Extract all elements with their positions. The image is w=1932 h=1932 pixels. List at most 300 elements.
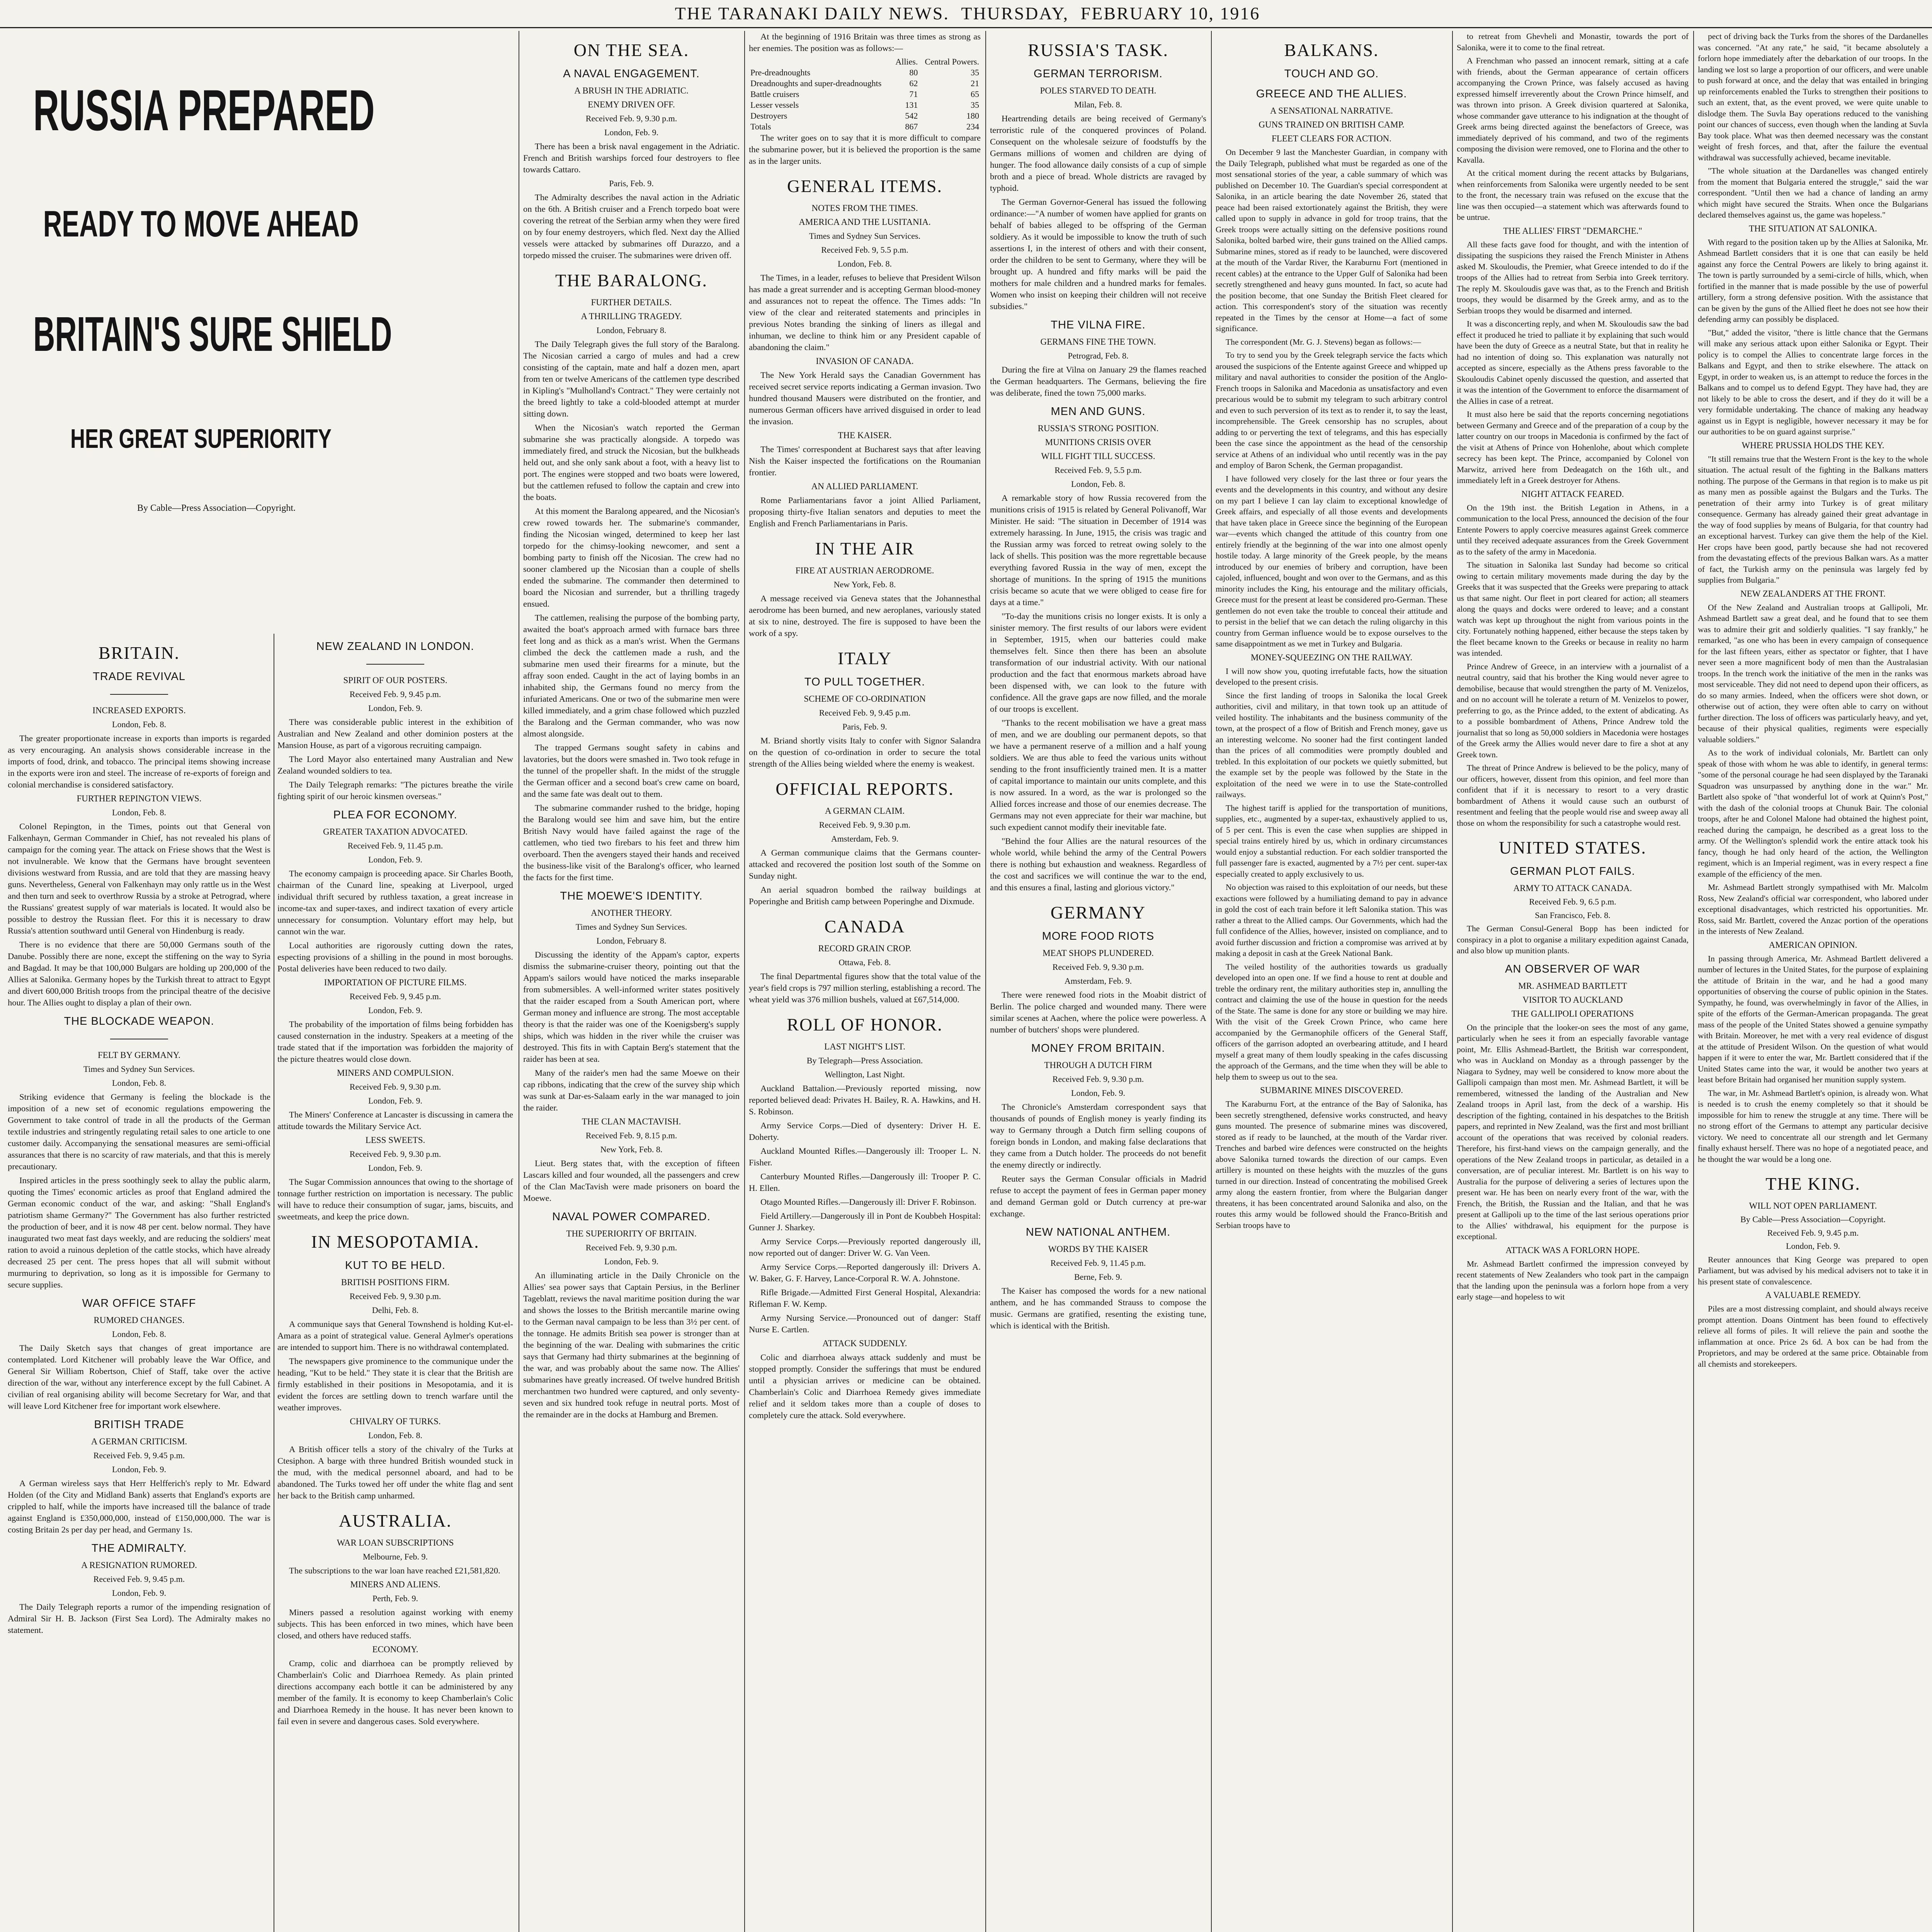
dateline: London, Feb. 8.: [112, 1078, 166, 1088]
article-subheading: INVASION OF CANADA.: [816, 356, 914, 366]
article-text: Inspired articles in the press soothingly seek to allay the public alarm, quoting the Times' economic articles as proof that England admired the German economic conduct of the war, and asking: "Shall England's patriotism shame Germany?" The Government has also further restricted the production of beer, and it is now 48 per cent. below normal. They have inaugurated two meat fast days weekly, and are reducing the soldiers' meat ration to avoid a ruinous depletion of the cattle stocks, which have already decreased 25 per cent. The press hopes that all will submit without murmuring to deprivation, so long as it is impossible for Germany to secure supplies.: [8, 1175, 270, 1289]
column-rule: [1693, 31, 1694, 1932]
dateline: London, Feb. 8.: [838, 259, 892, 269]
article-heading: AN OBSERVER OF WAR: [1505, 963, 1640, 975]
article-text: Heartrending details are being received of Germany's terroristic rule of the conquered provinces of Poland. Consequent on the wholesale seizure of foodstuffs by the Germans millions of women and children are dying of hunger. The food allowance daily consists of a cup of simple broth and a piece of bread. Whole districts are ravaged by typhoid.: [990, 114, 1206, 193]
section-heading: CANADA: [824, 917, 905, 936]
article-subheading: THE CLAN MACTAVISH.: [582, 1117, 681, 1126]
article-text: The correspondent (Mr. G. J. Stevens) began as follows:—: [1226, 337, 1421, 347]
received-line: Received Feb. 9, 6.5 p.m.: [1529, 897, 1616, 906]
received-line: Received Feb. 9, 11.45 p.m.: [347, 841, 443, 850]
article-subheading: WILL FIGHT TILL SUCCESS.: [1041, 451, 1155, 461]
article-heading: THE MOEWE'S IDENTITY.: [560, 890, 703, 902]
table-cell: 867: [905, 122, 918, 131]
received-line: Received Feb. 9, 8.15 p.m.: [585, 1131, 677, 1140]
table-row: [749, 78, 981, 89]
table-cell: Pre-dreadnoughts: [750, 68, 811, 77]
dateline: New York, Feb. 8.: [600, 1145, 663, 1154]
article-text: A remarkable story of how Russia recovered from the munitions crisis of 1915 is related by General Polivanoff, War Minister. He said: "The situation in December of 1914 was extremely harassing. In June, 1915, the crisis was tragic and the Russian army was forced to retreat owing solely to the lack of shells. This position was the more regrettable because everything favored Russia in the way of men, except the shortage of munitions. In the spring of 1915 the munitions crisis became so acute that we were obliged to cease fire for days at a time.": [990, 493, 1206, 607]
article-heading: A NAVAL ENGAGEMENT.: [563, 68, 700, 80]
article-text: Lieut. Berg states that, with the exception of fifteen Lascars killed and four wounded, all the passengers and crew of the Clan MacTavish were made prisoners on board the Moewe.: [523, 1158, 740, 1203]
article-text: "Behind the four Allies are the natural resources of the whole world, while behind the army of the Central Powers there is nothing but exhaustion and weakness. Regardless of the cost and sacrifices we will continue the war to the end, and this ensures a final, lasting and glorious victory.": [990, 836, 1206, 892]
article-subheading: GREATER TAXATION ADVOCATED.: [323, 827, 468, 837]
section-heading: ROLL OF HONOR.: [787, 1015, 943, 1034]
article-text: The newspapers give prominence to the communique under the heading, "Kut to be held." They state it is clear that the British are firmly established in their positions in Mesopotamia, and it is evident the forces are settling down to trench warfare until the weather improves.: [277, 1356, 513, 1412]
article-subheading: VISITOR TO AUCKLAND: [1522, 995, 1623, 1005]
section-heading: IN THE AIR: [815, 539, 915, 558]
article-subheading: BRITISH POSITIONS FIRM.: [341, 1277, 450, 1287]
section-heading: ITALY: [838, 648, 892, 668]
article-text: I will now show you, quoting irrefutable facts, how the situation developed to the present crisis.: [1216, 666, 1447, 687]
article-text: The Lord Mayor also entertained many Australian and New Zealand wounded soldiers to tea.: [277, 754, 513, 776]
article-heading: PLEA FOR ECONOMY.: [333, 809, 457, 821]
article-subheading: FLEET CLEARS FOR ACTION.: [1271, 134, 1392, 143]
article-subheading: LESS SWEETS.: [365, 1135, 425, 1145]
dateline: Perth, Feb. 9.: [372, 1594, 418, 1603]
article-subheading: MUNITIONS CRISIS OVER: [1045, 437, 1151, 447]
article-subheading: CHIVALRY OF TURKS.: [350, 1417, 441, 1426]
table-cell: Battle cruisers: [750, 89, 799, 99]
dateline: Delhi, Feb. 8.: [372, 1305, 419, 1315]
article-text: Reuter says the German Consular officials in Madrid refuse to accept the payment of fees in German paper money and demand German gold or Dutch currency at pre-war exchange.: [990, 1174, 1206, 1218]
article-text: The highest tariff is applied for the transportation of munitions, supplies, etc., augmented by a super-tax, exhaustively applied to us, of 5 per cent. This is even the case when supplies are shipped in special trains entirely hired by us, which in ordinary circumstances would enjoy a substantial reduction. For each soldier transported the full passenger fare is exacted, augmented by a 7½ per cent. super-tax especially created to apply exclusively to us.: [1216, 803, 1447, 879]
article-subheading: GUNS TRAINED ON BRITISH CAMP.: [1259, 120, 1405, 129]
article-text: Otago Mounted Rifles.—Dangerously ill: Driver F. Robinson.: [760, 1197, 976, 1207]
article-text: When the Nicosian's watch reported the German submarine she was practically alongside. A torpedo was immediately fired, and struck the Nicosian, but the bulkheads held out, and she only sank about a foot, with a heavy list to port. The engines were stopped and two boats were lowered, but the cattlemen refused to follow the captain and crew into the boats.: [523, 423, 740, 502]
article-text: Local authorities are rigorously cutting down the rates, especting provisions of a shilling in the pound in most boroughs. Postal deliveries have been reduced to two daily.: [277, 940, 513, 973]
table-cell: Lesser vessels: [750, 100, 799, 110]
article-text: The greater proportionate increase in exports than imports is regarded as very encouraging. An analysis shows considerable increase in the imports of food, drink, and tobacco. The principal items showing increase in the exports were iron and steel. The increase of re-exports of foreign and colonial merchandise is considered satisfactory.: [8, 733, 270, 789]
dateline: Milan, Feb. 8.: [1074, 100, 1122, 109]
dateline: London, Feb. 8.: [112, 719, 166, 729]
article-text: No objection was raised to this exploitation of our needs, but these exactions were followed by a humiliating demand to pay in advance in gold the cost of each train before it left Salonika station. This was rather a threat to the Allied camps. Our Governments, which had the full confidence of the Allies, however, insisted on compliance, and to avoid further discussion and friction a compromise was arrived at by making a deposit in cash at the Greek National Bank.: [1216, 883, 1447, 958]
article-subheading: LAST NIGHT'S LIST.: [824, 1042, 905, 1051]
article-subheading: THE ALLIES' FIRST "DEMARCHE.": [1503, 226, 1642, 236]
article-text: Since the first landing of troops in Salonika the local Greek authorities, civil and military, in that town took up an attitude of veiled hostility. The inhabitants and the business community of the town, at the prospect of a flow of British and French money, gave us an interesting welcome. No sooner had the first contingent landed than the prices of all commodities were promptly doubled and trebled. In this exploitation of our pockets we quietly submitted, but the example set by the people was followed by the State in the exploitation of the need we were in to use the State-controlled railways.: [1216, 690, 1447, 799]
received-line: Received Feb. 9, 9.30 p.m.: [585, 114, 677, 123]
article-heading: WAR OFFICE STAFF: [82, 1297, 196, 1310]
article-text: The Sugar Commission announces that owing to the shortage of tonnage further restriction on importation is necessary. The public will have to reduce their consumption of sugar, jams, biscuits, and sweetmeats, and keep the price down.: [277, 1177, 513, 1221]
advert-text: Piles are a most distressing complaint, and should always receive prompt attention. Doans Ointment has been found to effectively relieve all forms of piles. It will relieve the pain and soothe the inflammation at once. Price 2s 6d. A box can be had from the Proprietors, and may be ordered at the same price. Obtainable from all chemists and storekeepers.: [1698, 1304, 1928, 1369]
article-text: The writer goes on to say that it is more difficult to compare the submarine power, but it is believed the proportion is the same as in the larger units.: [749, 133, 981, 166]
received-line: Received Feb. 9, 9.45 p.m.: [1767, 1228, 1859, 1238]
article-subheading: ENEMY DRIVEN OFF.: [588, 100, 675, 109]
article-subheading: FURTHER DETAILS.: [591, 298, 672, 307]
article-subheading: THE GALLIPOLI OPERATIONS: [1511, 1009, 1634, 1019]
table-cell: 35: [971, 68, 979, 77]
article-text: "To-day the munitions crisis no longer exists. It is only a sinister memory. The first results of our labors were evident in September, 1915, when our batteries could make themselves felt. Since then there has been an absolute transformation of our industrial activity. With our national production and the fact that enormous markets abroad have been dispensed with, we can look to the future with confidence. All the grave gaps are now filled, and the morale of our troops is excellent.: [990, 611, 1206, 714]
table-cell: 21: [971, 78, 979, 88]
article-text: A message received via Geneva states that the Johannesthal aerodrome has been burned, and new aeroplanes, variously stated at six to nine, destroyed. The fire is supposed to have been the work of a spy.: [749, 594, 981, 638]
service-line: Times and Sydney Sun Services.: [575, 922, 687, 932]
article-subheading: WAR LOAN SUBSCRIPTIONS: [337, 1538, 454, 1548]
table-total-row: [749, 121, 981, 132]
article-text: With regard to the position taken up by the Allies at Salonika, Mr. Ashmead Bartlett considers that it is one that can easily be held against any force the Central Powers are likely to bring against it. The town is partly surrounded by a semi-circle of hills, which, when fortified in the manner that is made possible by the use of powerful artillery, form a strong defensive position. With the assistance that can be given by the guns of the Allied fleet he does not see how their defending army can possibly be displaced.: [1698, 237, 1928, 324]
article-heading: NEW ZEALAND IN LONDON.: [316, 640, 474, 653]
article-subheading: FIRE AT AUSTRIAN AERODROME.: [795, 566, 934, 575]
article-heading: TRADE REVIVAL: [93, 670, 185, 683]
article-text: Army Nursing Service.—Pronounced out of danger: Staff Nurse E. Cartlen.: [749, 1313, 981, 1334]
article-subheading: FURTHER REPINGTON VIEWS.: [77, 794, 202, 803]
dateline: Amsterdam, Feb. 9.: [1064, 976, 1132, 986]
article-text: Auckland Battalion.—Previously reported missing, now reported believed dead: Privates H. Bailey, R. A. Hawkins, and H. S. Robinson.: [749, 1083, 981, 1116]
article-text: The Kaiser has composed the words for a new national anthem, and he has commanded Strauss to compose the music. Germans are gratified, resenting the existing tune, which is identical with the British.: [990, 1286, 1206, 1330]
received-line: Received Feb. 9, 9.45 p.m.: [349, 992, 441, 1001]
article-subheading: MR. ASHMEAD BARTLETT: [1518, 981, 1627, 991]
received-line: Received Feb. 9, 9.30 p.m.: [1052, 1074, 1144, 1084]
article-text: A German wireless says that Herr Helfferich's reply to Mr. Edward Holden (of the City and Midland Bank) asserts that England's exports are crippled to half, while the imports have increased till the balance of trade against England is £350,000,000, instead of £150,000,000. The war is costing Britain 2s per day per head, and Germany 1s.: [8, 1478, 270, 1534]
column-rule: [985, 31, 986, 1932]
sub-headline-3: HER GREAT SUPERIORITY: [70, 423, 332, 454]
section-heading: OFFICIAL REPORTS.: [776, 779, 954, 799]
section-heading: BALKANS.: [1284, 40, 1379, 60]
article-text: Army Service Corps.—Reported dangerously ill: Drivers A. W. Baker, G. F. Harvey, Lance-Corporal R. W. A. Johnstone.: [749, 1262, 981, 1283]
advert-heading: ATTACK SUDDENLY.: [822, 1338, 907, 1348]
article-text: The Admiralty describes the naval action in the Adriatic on the 6th. A British cruiser and a French torpedo boat were covering the retreat of the Serbian army when they were fired on by four enemy destroyers, which fled. Next day the Allied vessels were attacked by submarines off Durazzo, and a torpedo missed the cruiser. The submarines were driven off.: [523, 192, 740, 260]
article-subheading: RECORD GRAIN CROP.: [818, 944, 912, 953]
article-subheading: AMERICAN OPINION.: [1769, 940, 1857, 950]
article-text: Striking evidence that Germany is feeling the blockade is the imposition of a new set of economic regulations empowering the Government to take control of trade in all the products of the German textile industries and stringently regulating retail sales to one article to one customer daily. Accompanying the sensational measures are semi-official assurances that there is no scarcity of raw materials, and that this is merely precautionary.: [8, 1092, 270, 1171]
article-text: The threat of Prince Andrew is believed to be the policy, many of our officers, however, dissent from this opinion, and feel more than confident that if it is necessary to resort to a very drastic bombardment of Athens it would cause such an outburst of resentment and feeling that the people would rise and sweep away all those on whom the responsibility for such a catastrophe would rest.: [1457, 763, 1689, 828]
article-text: Army Service Corps.—Previously reported dangerously ill, now reported out of danger: Driver W. G. Van Veen.: [749, 1236, 981, 1258]
section-heading: ON THE SEA.: [573, 40, 689, 60]
article-text: A British officer tells a story of the chivalry of the Turks at Ctesiphon. A barge with three hundred British wounded stuck in the mud, with the medical personnel aboard, and had to be abandoned. The Turks towed her off under the white flag and sent her back to the British camp unharmed.: [277, 1444, 513, 1500]
table-row: [749, 111, 981, 121]
article-text: The situation in Salonika last Sunday had become so critical owing to certain military movements made during the day by the Greeks that it was suspected that the Greeks were preparing to attack us that same night. Our fleet in port cleared for action; all steamers along the quays and docks were ordered to leave; and a constant watch was kept up throughout the night from various points in the city. Fortunately nothing happened, either because the steps taken by the fleet became known to the Greeks or because in reality no harm was intended.: [1457, 560, 1689, 658]
naval-table: [749, 56, 981, 132]
article-text: Of the New Zealand and Australian troops at Gallipoli, Mr. Ashmead Bartlett saw a great deal, and he found that to see them was to admire their grit and soldierly qualities. "I say frankly," he remarked, "as one who has been in every campaign of consequence for the last fifteen years, either as spectator or fighter, that I have never seen a more magnificent body of men than the Australasian troops. In the trench work the initiative of the men in the ranks was most serviceable. They did not need to depend upon their officers, as do so many armies. Indeed, when the officers were shot down, or otherwise out of action, they were often able to carry on without further direction. The loss of officers was particularly heavy, and yet, because of their physical qualities, regiments were especially valuable soldiers.": [1698, 602, 1928, 744]
article-subheading: INCREASED EXPORTS.: [92, 706, 186, 715]
article-text: Auckland Mounted Rifles.—Dangerously ill: Trooper L. N. Fisher.: [749, 1146, 981, 1167]
article-heading: TO PULL TOGETHER.: [804, 676, 925, 688]
article-text: Canterbury Mounted Rifles.—Dangerously ill: Trooper P. C. H. Ellen.: [749, 1172, 981, 1193]
article-text: Army Service Corps.—Died of dysentery: Driver H. E. Doherty.: [749, 1121, 981, 1142]
article-text: On the 19th inst. the British Legation in Athens, in a communication to the local Press, announced the decision of the four Entente Powers to apply coercive measures against Greek commerce until they received adequate assurances from the Greek Government as to the safety of the army in Macedonia.: [1457, 503, 1689, 556]
advert-heading: A VALUABLE REMEDY.: [1765, 1290, 1861, 1300]
article-text: At this moment the Baralong appeared, and the Nicosian's crew rowed towards her. The submarine's commander, finding the Nicosian winged, determined to keep her last torpedo for the chimsy-looking newcomer, and sent a bombing party to finish off the Nicosian. The crew had no sooner clambered up the Nicosian than a couple of shells ended the submarine. The commander then determined to board the Nicosian and surrender, but a thrilling tragedy ensued.: [523, 506, 740, 609]
dateline: Paris, Feb. 9.: [609, 179, 654, 188]
article-text: pect of driving back the Turks from the shores of the Dardanelles was concerned. "At any rate," he said, "it became absolutely a forlorn hope immediately after the debarkation of our troops. In the landing we lost so large a proportion of our officers, and were unable to push forward at once, and the delay that was entailed in bringing up reinforcements enabled the Turks to strengthen their positions to such an extent, that, as the event proved, we were quite unable to dislodge them. The Suvla Bay operations reduced to the vanishing point our chances of success, even though when the landing at Suvla Bay took place. What was then deemed necessary was the constant weight of fresh forces, and that, after the failure the eventual withdrawal was successfully achieved, became inevitable.: [1698, 32, 1928, 162]
section-heading: GENERAL ITEMS.: [787, 176, 942, 196]
article-text: M. Briand shortly visits Italy to confer with Signor Salandra on the question of co-ordination in order to secure the total strength of the Allies being wielded where the enemy is weakest.: [749, 736, 981, 769]
article-subheading: THE SITUATION AT SALONIKA.: [1749, 223, 1877, 233]
article-text: There is no evidence that there are 50,000 Germans south of the Danube. Possibly there are none, except the stiffening on the way to Syria and Bagdad. It may be that 100,000 Bulgars are holding up 200,000 of the Allies at Salonika. Germany hopes by the Turkish threat to attract to Egypt and divert 600,000 British troops from the principal theatre of the decisive hour. The Allies ought to display a plan of their own.: [8, 940, 270, 1007]
article-subheading: MINERS AND COMPULSION.: [337, 1068, 454, 1078]
advert-heading: ECONOMY.: [372, 1645, 418, 1654]
article-text: Field Artillery.—Dangerously ill in Pont de Koubbeh Hospital: Gunner J. Sharkey.: [749, 1211, 981, 1232]
column-rule: [1452, 31, 1453, 1932]
article-heading: NEW NATIONAL ANTHEM.: [1026, 1226, 1171, 1238]
article-text: Rome Parliamentarians favor a joint Allied Parliament, proposing thirty-five Italian senators and deputies to meet the English and French Parliamentarians in Paris.: [749, 495, 981, 528]
dateline: London, Feb. 9.: [604, 1257, 658, 1266]
advert-text: Colic and diarrhoea always attack suddenly and must be stopped promptly. Consider the sufferings that must be endured until a physician arrives or medicine can be obtained. Chamberlain's Colic and Diarrhoea Remedy gives immediate relief and it seldom takes more than a couple of doses to completely cure the attack. Sold everywhere.: [749, 1352, 981, 1420]
article-text: The cattlemen, realising the purpose of the bombing party, awaited the boat's approach armed with furnace bars three feet long and as thick as a man's wrist. When the Germans climbed the deck the cattlemen made a rush, and the submarine men used their firearms for a minute, but the affray soon ended. Caught in the act of laying bombs in an inhabited ship, the Germans found no mercy from the infuriated Americans. One or two of the submarine men were killed immediately, and a grim chase followed which puzzled the Baralong and the German commander, who was now almost alongside.: [523, 613, 740, 738]
article-heading: THE VILNA FIRE.: [1051, 319, 1146, 331]
article-subheading: ANOTHER THEORY.: [591, 908, 672, 918]
dateline: London, Feb. 9.: [368, 1163, 422, 1173]
article-heading: GERMAN TERRORISM.: [1034, 68, 1163, 80]
section-heading: AUSTRALIA.: [338, 1511, 452, 1531]
column-russia: [990, 31, 1206, 1932]
article-text: There were renewed food riots in the Moabit district of Berlin. The police charged and wounded many. There were similar scenes at Aachen, where the police were powerless. A number of butchers' shops were plundered.: [990, 990, 1206, 1034]
table-cell: 71: [909, 89, 918, 99]
article-text: The Times' correspondent at Bucharest says that after leaving Nish the Kaiser inspected the fortifications on the Roumanian frontier.: [749, 444, 981, 477]
dateline: Ottawa, Feb. 8.: [838, 957, 891, 967]
article-subheading: A SENSATIONAL NARRATIVE.: [1270, 106, 1393, 116]
article-heading: MORE FOOD RIOTS: [1042, 930, 1155, 942]
dateline: London, Feb. 8.: [1071, 479, 1125, 489]
article-subheading: ATTACK WAS A FORLORN HOPE.: [1505, 1245, 1640, 1255]
article-text: The probability of the importation of films being forbidden has caused consternation in the industry. Speakers at a meeting of the trade stated that if the importation was forbidden the majority of the picture theatres would close down.: [277, 1019, 513, 1064]
article-text: The submarine commander rushed to the bridge, hoping the Baralong would see him and save him, but the entire British Navy would have failed against the rage of the cattlemen, who tied two firebars to his feet and threw him overboard. Then the avengers stayed their hands and received the business-like visit of the Baralong's officer, who learned the facts for the first time.: [523, 803, 740, 882]
article-text: It was a disconcerting reply, and when M. Skouloudis saw the bad effect it produced he tried to palliate it by explaining that such would have been the duty of Greece as a neutral State, but that in reality he had no intention of doing so. This explanation was naturally not accepted as sincere, especially as the Athens press favorable to the Skouloudis Cabinet openly discussed the question, and asserted that it was the intention of the Government to enforce the disarmament of the Allies in case of a retreat.: [1457, 319, 1689, 406]
advert-text: Cramp, colic and diarrhoea can be promptly relieved by Chamberlain's Colic and Diarrhoea Remedy. As plain printed directions accompany each bottle it can be administered by any member of the family. It is economy to keep Chamberlain's Colic and Diarrhoea Remedy in the house. It has never been known to fail even in severe and dangerous cases. Sold everywhere.: [277, 1658, 513, 1726]
dateline: London, Feb. 9.: [1071, 1088, 1125, 1098]
article-text: Discussing the identity of the Appam's captor, experts dismiss the submarine-cruiser theory, pointing out that the Appam's sailors would have noticed the marks inseparable from submersibles. A well-informed writer states positively that the raider escaped from a South American port, where German money and influence are strong. The most acceptable theory is that the raider was one of the Koenigsberg's supply ships, which was hidden in the river while the cruiser was destroyed. This fits in with Captain Berg's statement that the raider has been at sea.: [523, 950, 740, 1064]
column-nz-london: [277, 634, 513, 1932]
article-text: It must also here be said that the reports concerning negotiations between Germany and Greece and of the preparation of a coup by the latter country on our troops in Macedonia is confirmed by the fact of the visit at Athens of Prince von Hohenlohe, about which complete secrecy has been kept. The Prince, accompanied by Colonel von Marwitz, arrived here from Dedeagatch on the 16th ult., and immediately left in a Greek destroyer for Athens.: [1457, 410, 1689, 485]
service-line: Times and Sydney Sun Services.: [83, 1064, 195, 1074]
article-text: I have followed very closely for the last three or four years the events and the developments in this country, and without any desire on my part I believe I can lay claim to exceptional knowledge of Greek affairs, and especially of all those events and developments that have taken place in Greece since the beginning of the European war—events which changed the attitude of this country from one entirely friendly at the beginning of the war into one almost openly hostile today. A large minority of the Greek people, by the means introduced by our enemies of bribery and corruption, have been cajoled, influenced, bought and won over to the Germans, and as this minority includes the King, his entourage and the military officials, Greece must for the present at least be considered pro-German. These gentlemen do not even take the trouble to conceal their attitude and to persist in the belief that we can detach the ruling oligarchy in this country from German influence would be to expose ourselves to the same disappointment as we met in Turkey and Bulgaria.: [1216, 474, 1447, 648]
article-text: At the critical moment during the recent attacks by Bulgarians, when reinforcements from Salonika were urgently needed to be sent to the front, the necessary train was refused on the excuse that the line was then occupied—a statement which was afterwards found to be untrue.: [1457, 168, 1689, 222]
article-subheading: IMPORTATION OF PICTURE FILMS.: [324, 978, 467, 987]
column-sea: [523, 31, 740, 1932]
column-bartlett-cont: [1698, 31, 1928, 1932]
received-line: Received Feb. 9, 5.5 p.m.: [821, 245, 908, 255]
dateline: London, Feb. 9.: [368, 703, 422, 713]
article-subheading: A GERMAN CLAIM.: [825, 806, 905, 816]
article-text: The Times, in a leader, refuses to believe that President Wilson has made a great surrender and is accepting German blood-money and assurances not to repeat the offence. The Times adds: "In view of the clear and reiterated statements and principles in previous Notes branding the sinking of liners as illegal and inhuman, we decline to think him or any President capable of abandoning the claim.": [749, 273, 981, 352]
article-text: A Frenchman who passed an innocent remark, sitting at a cafe with friends, about the German appearance of certain officers accompanying the Crown Prince, was falsely accused as having expressed himself irreverently about the Crown Prince himself, and was thrown into prison. A Greek division quartered at Salonika, whose commander gave utterance to his indignation at the thought of Greek arms being directed against the benefactors of Greece, was immediately deprived of his command, and two of the regiments composing the division were removed, one to Florina and the other to Kavalla.: [1457, 56, 1689, 165]
article-text: The war, in Mr. Ashmead Bartlett's opinion, is already won. What is needed is to crush the enemy completely so that it should be impossible for him to renew the struggle at any time. There will be no strong effort of the Germans to attempt any particular decisive victory. We need to concentrate all our strength and let Germany finally exhaust herself. There was no hope of a negotiated peace, and he thought the war would be a long one.: [1698, 1088, 1928, 1164]
table-cell: Destroyers: [750, 111, 787, 121]
article-text: Mr. Ashmead Bartlett strongly sympathised with Mr. Malcolm Ross, New Zealand's official war correspondent, who labored under exceptional disadvantages, which restricted his opportunities. Mr. Ross, said Mr. Bartlett, covered the Anzac portion of the operations in the interests of New Zealand.: [1698, 883, 1928, 936]
dateline: London, Feb. 9.: [112, 1464, 166, 1474]
dateline: London, Feb. 9.: [368, 1096, 422, 1105]
received-line: Received Feb. 9, 5.5 p.m.: [1054, 465, 1142, 475]
article-subheading: POLES STARVED TO DEATH.: [1040, 86, 1156, 95]
received-line: Received Feb. 9, 9.45 p.m.: [819, 708, 911, 718]
service-line: By Cable—Press Association—Copyright.: [1740, 1214, 1886, 1224]
article-heading: THE ADMIRALTY.: [91, 1542, 187, 1554]
received-line: Received Feb. 9, 9.30 p.m.: [349, 1291, 441, 1301]
article-text: Mr. Ashmead Bartlett confirmed the impression conveyed by recent statements of New Zealanders who took part in the campaign that the landing upon the peninsula was a forlorn hope from a very early stage—and hopeless to wit: [1457, 1259, 1689, 1301]
table-cell: Totals: [750, 122, 771, 131]
article-text: The trapped Germans sought safety in cabins and lavatories, but the doors were smashed in. Two took refuge in the tunnel of the propeller shaft. In the midst of the struggle the German officer and a second boat's crew came on board, and the same fate was dealt out to them.: [523, 743, 740, 799]
article-text: There has been a brisk naval engagement in the Adriatic. French and British warships forced four destroyers to flee towards Cattaro.: [523, 141, 740, 174]
article-text: In passing through America, Mr. Ashmead Bartlett delivered a number of lectures in the United States, for the purpose of explaining the attitude of Britain in the war, and he had a good many opportunities of observing the course of public opinion in the States. Sympathy, he found, was overwhelmingly in favor of the Allies, in spite of the efforts of the German-American propaganda. The great mass of the people of the United States showed a genuine sympathy with Britain. Moreover, he met with a very real evidence of disgust at the attitude of President Wilson. On the question of what would happen if it were to enter the war, Mr. Bartlett considered that if the United States came into the war, it would be another two years at least before Britain had organised her munition supply system.: [1698, 954, 1928, 1084]
column-general: [749, 31, 981, 1932]
article-text: The veiled hostility of the authorities towards us gradually developed into an open one. If we find a house to rent at double and treble the ordinary rent, the military authorities step in, annulling the contract and claiming the use of the house in question for the needs of the State. The same is done for any store or building we may hire. With the visit of the Greek Crown Prince, who came here accompanied by the Germanophile officers of the General Staff, officers of the garrison adopted an overbearing attitude, and I heard myself a great many of them loudly speaking in the cafes discussing the approach of the Germans, and the time when they will be able to help them to sweep us out to the sea.: [1216, 962, 1447, 1082]
section-heading: GERMANY: [1050, 903, 1146, 922]
divider: [366, 664, 424, 665]
section-heading: THE BARALONG.: [555, 270, 707, 290]
table-row: [749, 67, 981, 78]
dateline: London, Feb. 9.: [368, 1005, 422, 1015]
dateline: London, Feb. 9.: [368, 855, 422, 864]
article-text: An aerial squadron bombed the railway buildings at Poperinghe and British camp between Poperinghe and Dixmude.: [749, 885, 981, 906]
article-heading: GREECE AND THE ALLIES.: [1256, 88, 1407, 100]
received-line: Received Feb. 9, 9.30 p.m.: [349, 1082, 441, 1092]
article-text: The Chronicle's Amsterdam correspondent says that thousands of pounds of English money is yearly finding its way to Germany through a Dutch firm selling coupons of foreign bonds in London, and making false declarations that they came from a Dutch holder. The proceeds do not benefit the enemy directly or indirectly.: [990, 1102, 1206, 1170]
dateline: London, February 8.: [596, 325, 667, 335]
article-subheading: NEW ZEALANDERS AT THE FRONT.: [1740, 588, 1886, 599]
article-text: The economy campaign is proceeding apace. Sir Charles Booth, chairman of the Cunard line, speaking at Liverpool, urged individual thrift secured by ruthless taxation, a great increase in income-tax and super-taxes, and indirect taxation of every article unnecessary for consumption. Voluntary effort may help, but cannot win the war.: [277, 869, 513, 936]
article-text: "But," added the visitor, "there is little chance that the Germans will make any serious attack upon either Salonika or Egypt. Their policy is to compel the Allies to concentrate large forces in the Balkans and Egypt, and then to strike elsewhere. The attack on Egypt, in order to weaken us, is an attempt to reduce the forces in the Balkans and to compel us to defend Egypt. They have had, they are not likely to be able to cross the desert, and if they do it will be a very formidable undertaking. The chance of making any headway against us in Egypt is negligible, however necessary it may be for our authorities to be on guard against surprise.": [1698, 328, 1928, 436]
article-subheading: THE KAISER.: [838, 430, 892, 440]
article-text: As to the work of individual colonials, Mr. Bartlett can only speak of those with whom he was able to identify, in general terms: "some of the personal courage he had seen displayed by the Taranaki Squadron was unsurpassed by anything done in the war." Mr. Bartlett also spoke of "that wonderful lot of work at Quinn's Post," with the dash of the colonial troops at Chunuk Bair. The colonial troops, after he and Colonel Malone had obtained the highest point, reached during the campaign, he described as a great loss to the army. Of the Wellington's splendid work the entire attack took his fancy, though he had only heard of the action, the Wellington regiment, which is an Imperial regiment, was in every respect a fine example of the efficiency of the men.: [1698, 748, 1928, 879]
paper-title: THE TARANAKI DAILY NEWS.: [675, 3, 949, 23]
article-subheading: SUBMARINE MINES DISCOVERED.: [1260, 1085, 1403, 1095]
article-text: Prince Andrew of Greece, in an interview with a journalist of a neutral country, said that his brother the King would never agree to demobilise, because that would strengthen the party of M. Venizelos, and on no account will he tolerate a return of M. Venizelos to power, preferring to go, as the Prince added, to the extent of abdicating. As to a possible bombardment of Athens, Prince Andrew told the journalist that so long as 50,000 soldiers in Macedonia were hostages of the Greek army the Allies would never dare to fire a shot at any Greek town.: [1457, 662, 1689, 759]
masthead: [0, 0, 1932, 28]
article-text: "Thanks to the recent mobilisation we have a great mass of men, and we are doubling our permanent depots, so that we have a permanent reserve of a million and a half young soldiers. We are thus able to feed the various units without sending to the front insufficiently trained men. It is a matter of capital importance to maintain our units complete, and this is now assured. In a word, as the war is prolonged so the Allied forces increase and those of our enemies decrease. The Germans may not even appreciate for their war machine, but such expedient cannot modify their inevitable fate.: [990, 718, 1206, 832]
article-text: "It still remains true that the Western Front is the key to the whole situation. The actual result of the fighting in the Balkans matters nothing. The purpose of the Germans in that region is to make us pit as many men as possible against the Bulgars and the Turks. The penetration of their army into Turkey is of great military consequence. Germany has already gained their great advantage in the way of food supplies by means of Bulgaria, for that country had an exceptional harvest. Turkey can give them the help of the Kiel. Her crops have been good, partly because she had not recovered from the devastating effects of the previous Balkan wars. As a matter of fact, the Turkish army on the peninsula was largely fed by supplies from Bulgaria.": [1698, 454, 1928, 585]
article-subheading: A RESIGNATION RUMORED.: [81, 1560, 197, 1570]
dateline: London, Feb. 9.: [112, 1588, 166, 1598]
article-text: The Karaburnu Fort, at the entrance of the Bay of Salonika, has been secretly strengthened, defensive works constructed, and heavy guns mounted. The presence of submarine mines was discovered, stored as if ready to be launched, at the mouth of the Vardar river. Trenches and barbed wire defences were constructed on the heights above Salonika turned towards the direction of our camps. Even artillery is mounted on these heights with the muzzles of the guns turned in our direction. Instead of concentrating the mobilised Greek army along the eastern frontier, from where the Bulgarian danger threatens, it has been concentrated around Salonika and also, on the routes this army would be followed should the Franco-British and Serbian troops have to: [1216, 1099, 1447, 1230]
sub-headline-2: BRITAIN'S SURE SHIELD: [33, 307, 392, 361]
table-cell: 180: [966, 111, 979, 121]
table-row: [749, 89, 981, 100]
section-heading: IN MESOPOTAMIA.: [311, 1232, 480, 1252]
received-line: Received Feb. 9, 11.45 p.m.: [1050, 1258, 1146, 1268]
column-britain: [8, 634, 270, 1932]
column-rule: [1211, 31, 1212, 1932]
table-header-cell: Allies.: [895, 57, 918, 66]
dateline: London, Feb. 8.: [112, 1329, 166, 1339]
article-subheading: THROUGH A DUTCH FIRM: [1044, 1060, 1152, 1070]
table-cell: 65: [971, 89, 979, 99]
received-line: Received Feb. 9, 9.45 p.m.: [349, 689, 441, 699]
dateline: San Francisco, Feb. 8.: [1535, 910, 1611, 920]
received-line: Received Feb. 9, 9.30 p.m.: [585, 1243, 677, 1252]
article-text: All these facts gave food for thought, and with the intention of dissipating the suspicions they raised the French Minister in Athens asked M. Skouloudis, the Premier, what Greece intended to do if the troops of the Allies had to retreat from Serbia into Greek territory. The reply M. Skouloudis gave was that, as to the French and British troops, they would be disarmed by the Greek army, and as to the Serbian troops they would be disarmed and interned.: [1457, 240, 1689, 315]
section-heading: RUSSIA'S TASK.: [1027, 40, 1169, 60]
article-text: During the fire at Vilna on January 29 the flames reached the German headquarters. The Germans, believing the fire was deliberate, fined the town 75,000 marks.: [990, 365, 1206, 398]
article-heading: BRITISH TRADE: [94, 1418, 184, 1431]
article-text: The Daily Telegraph reports a rumor of the impending resignation of Admiral Sir H. B. Jackson (First Sea Lord). The Admiralty makes no statement.: [8, 1602, 270, 1635]
article-heading: NAVAL POWER COMPARED.: [552, 1211, 711, 1223]
received-line: Received Feb. 9, 9.30 p.m.: [1052, 962, 1144, 972]
dateline: Berne, Feb. 9.: [1074, 1272, 1122, 1282]
section-heading: UNITED STATES.: [1498, 838, 1647, 857]
dateline: New York, Feb. 8.: [833, 580, 896, 589]
article-text: Miners passed a resolution against working with enemy subjects. This has been enforced in two mines, which have been closed, and others have reduced staffs.: [277, 1607, 513, 1640]
dateline: London, February 8.: [596, 936, 667, 946]
byline: By Cable—Press Association—Copyright.: [137, 503, 296, 513]
received-line: Received Feb. 9, 9.30 p.m.: [819, 820, 911, 830]
article-text: The Miners' Conference at Lancaster is discussing in camera the attitude towards the Military Service Act.: [277, 1110, 513, 1131]
table-cell: 62: [909, 78, 918, 88]
dateline: Wellington, Last Night.: [825, 1070, 905, 1079]
table-cell: 542: [905, 111, 918, 121]
column-rule: [744, 31, 745, 1932]
article-text: On December 9 last the Manchester Guardian, in company with the Daily Telegraph, published what must be regarded as one of the most sensational stories of the year, a cable summary of which was published on December 10. The Guardian's special correspondent at Salonika, in an article bearing the date November 26, stated that peace had been raised extortionately against the British, they were called upon to supply in advance in gold for troop trains, that the Greek troops were actually sitting on the defensive positions round Salonika, bolted barbed wire, their guns trained on the Allied camps. Submarine mines, stored as if ready to be launched, were discovered at the mouth of the Vardar River, the Karaburnu Fort (mentioned in recent cables) at the entrance to the Upper Gulf of Salonika had been secretly strengthened and heavy guns mounted. In fact, so acute had the position become, that one Sunday the British Fleet cleared for action. This correspondent's story of the situation was recently repeated in the Times by the censor at Home—a fact of some significance.: [1216, 148, 1447, 333]
article-text: The final Departmental figures show that the total value of the year's field crops is 797 million sterling, establishing a record. The wheat yield was 376 million bushels, valued at £67,514,000.: [749, 971, 981, 1004]
article-text: To try to send you by the Greek telegraph service the facts which aroused the suspicions of the Entente against Greece and whipped up military and naval authorities to consider the position of the Anglo-French troops in Salonika and Macedonia as unsatisfactory and even precarious would be to submit my telegram to such arbitrary control and even to such perversion of its text as to render it, to say the least, incomprehensible. The Greek censorship has no scruples, about adding to or perverting the text of telegrams, and this has especially been the case since the appointment as the head of the censorship service at Athens of an individual who until recently was in the pay and employ of Baron Schenk, the German propagandist.: [1216, 350, 1447, 470]
column-balkans: [1216, 31, 1447, 1932]
column-balkans-cont: [1457, 31, 1689, 1932]
paper-date: FEBRUARY 10, 1916: [1080, 3, 1260, 23]
article-text: "The whole situation at the Dardanelles was changed entirely from the moment that Bulgaria entered the struggle," said the war correspondent. "Until then we had a chance of landing an army which might have secured the Straits. When once the Bulgarians declared themselves against us, the game was hopeless.": [1698, 166, 1928, 219]
article-subheading: AMERICA AND THE LUSITANIA.: [799, 217, 931, 227]
article-subheading: RUSSIA'S STRONG POSITION.: [1037, 423, 1159, 433]
article-text: The New York Herald says the Canadian Government has received secret service reports indicating a German invasion. Two hundred thousand Mausers were distributed on the frontier, and numerous German officers have arrived disguised in order to lead the invasion.: [749, 370, 981, 426]
divider: [110, 694, 168, 695]
article-subheading: MEAT SHOPS PLUNDERED.: [1043, 948, 1154, 958]
article-subheading: NOTES FROM THE TIMES.: [811, 203, 918, 213]
article-heading: THE BLOCKADE WEAPON.: [64, 1015, 214, 1027]
table-header-row: [749, 56, 981, 67]
article-heading: TOUCH AND GO.: [1284, 68, 1379, 80]
article-subheading: MINERS AND ALIENS.: [350, 1580, 440, 1589]
article-subheading: MONEY-SQUEEZING ON THE RAILWAY.: [1250, 652, 1413, 662]
table-cell: 131: [905, 100, 918, 110]
article-text: The subscriptions to the war loan have reached £21,581,820.: [289, 1566, 500, 1575]
table-header-cell: [749, 56, 892, 67]
article-heading: GERMAN PLOT FAILS.: [1510, 865, 1635, 878]
table-cell: Dreadnoughts and super-dreadnoughts: [750, 78, 882, 88]
received-line: Received Feb. 9, 9.45 p.m.: [93, 1574, 185, 1584]
article-subheading: RUMORED CHANGES.: [94, 1315, 185, 1325]
table-cell: 234: [966, 122, 979, 131]
section-heading: BRITAIN.: [98, 643, 180, 663]
article-subheading: SCHEME OF CO-ORDINATION: [804, 694, 926, 704]
service-line: Times and Sydney Sun Services.: [809, 231, 921, 241]
service-line: By Telegraph—Press Association.: [806, 1056, 923, 1065]
dateline: London, Feb. 9.: [1786, 1241, 1840, 1251]
article-text: There was considerable public interest in the exhibition of Australian and New Zealand and other dominion posters at the Mansion House, as part of a vigorous recruiting campaign.: [277, 717, 513, 750]
dateline: London, Feb. 8.: [112, 808, 166, 817]
article-subheading: SPIRIT OF OUR POSTERS.: [343, 675, 447, 685]
dateline: Melbourne, Feb. 9.: [362, 1552, 428, 1561]
article-subheading: WORDS BY THE KAISER: [1048, 1244, 1148, 1254]
article-subheading: ARMY TO ATTACK CANADA.: [1513, 883, 1632, 893]
section-heading: THE KING.: [1765, 1174, 1861, 1194]
article-text: An illuminating article in the Daily Chronicle on the Allies' sea power says that Captain Persius, in the Berliner Tageblatt, reviews the naval maritime position during the war and shows the losses to the British mercantile marine owing to the German naval campaign to be less than 3½ per cent. of the tonnage. He admits British sea power is stronger than at the beginning of the war. Dealing with submarines the critic says that Germany had thirty submarines at the beginning of the war, and was probably about the same now. The Allies' submarines have greatly increased. Of twelve hundred British merchantmen two hundred were captured, and only seventy-seven and six hundred took refuge in neutral ports. Most of the remainder are in the docks at Hamburg and Bremen.: [523, 1270, 740, 1419]
article-text: Many of the raider's men had the same Moewe on their cap ribbons, indicating that the crew of the survey ship which was sunk at Dar-es-Salaam early in the war managed to join the raider.: [523, 1068, 740, 1112]
dateline: Petrograd, Feb. 8.: [1068, 351, 1129, 361]
article-subheading: WILL NOT OPEN PARLIAMENT.: [1749, 1201, 1877, 1211]
paper-day: THURSDAY,: [961, 3, 1069, 23]
dateline: Amsterdam, Feb. 9.: [831, 834, 899, 844]
table-cell: 35: [971, 100, 979, 110]
article-subheading: A GERMAN CRITICISM.: [91, 1437, 187, 1446]
article-text: The Daily Telegraph gives the full story of the Baralong. The Nicosian carried a cargo of mules and had a crew consisting of the captain, mate and half a dozen men, apart from ten or twelve Americans of the cattlemen type described in Kipling's "Mulholland's Contract." They were certainly not the breed lightly to take a cold-blooded attempt at murder sitting down.: [523, 339, 740, 418]
article-subheading: A THRILLING TRAGEDY.: [581, 311, 682, 321]
article-text: A communique says that General Townshend is holding Kut-el-Amara as a point of strategical value. General Aylmer's operations are intended to support him. There is no withdrawal contemplated.: [277, 1319, 513, 1352]
dateline: London, Feb. 8.: [368, 1430, 422, 1440]
table-header-cell: Central Powers.: [925, 57, 979, 66]
article-subheading: GERMANS FINE THE TOWN.: [1040, 337, 1156, 347]
article-subheading: A BRUSH IN THE ADRIATIC.: [574, 86, 689, 95]
article-subheading: AN ALLIED PARLIAMENT.: [811, 481, 918, 491]
article-text: A German communique claims that the Germans counter-attacked and recovered the position lost south of the Somme on Sunday night.: [749, 848, 981, 881]
sub-headline-1: READY TO MOVE AHEAD: [43, 203, 359, 245]
article-text: The German Consul-General Bopp has been indicted for conspiracy in a plot to organise a military expedition against Canada, and also blow up munition plants.: [1457, 924, 1689, 955]
table-row: [749, 100, 981, 111]
article-heading: MONEY FROM BRITAIN.: [1031, 1042, 1165, 1054]
article-subheading: FELT BY GERMANY.: [97, 1050, 181, 1060]
article-text: At the beginning of 1916 Britain was three times as strong as her enemies. The position was as follows:—: [749, 32, 981, 53]
article-heading: MEN AND GUNS.: [1051, 405, 1146, 418]
table-cell: 80: [909, 68, 918, 77]
received-line: Received Feb. 9, 9.45 p.m.: [93, 1451, 185, 1460]
article-text: The German Governor-General has issued the following ordinance:—"A number of women have applied for grants on behalf of babies alleged to be offspring of the German soldiery. As it would be impossible to know the truth of such assertions I, in the interest of others and with their consent, order the children to be sent to Germany, where they will be brought up. A hundred and fifty marks will be paid the mothers for male children and a hundred marks for females. Women who insist on keeping their children will not receive subsidies.": [990, 197, 1206, 311]
article-text: to retreat from Ghevheli and Monastir, towards the port of Salonika, were it to come to the final retreat.: [1457, 32, 1689, 52]
article-text: The Daily Telegraph remarks: "The pictures breathe the virile fighting spirit of our heroic kinsmen overseas.": [277, 780, 513, 801]
